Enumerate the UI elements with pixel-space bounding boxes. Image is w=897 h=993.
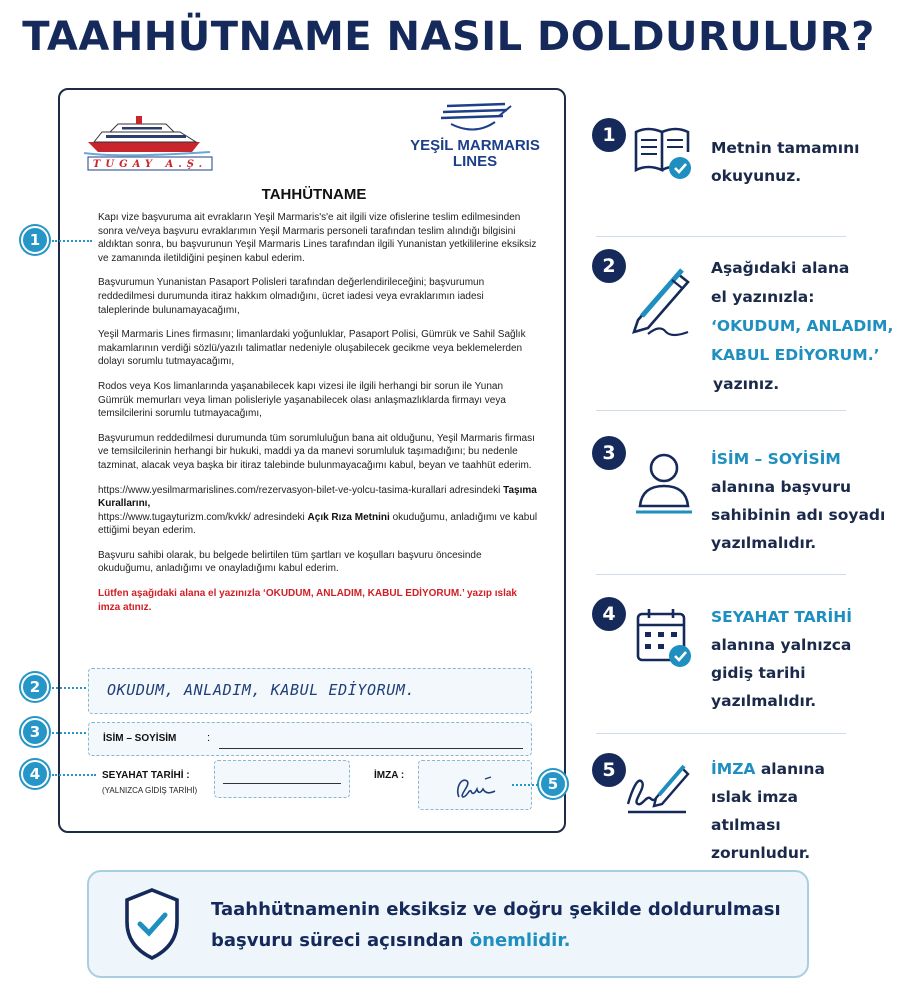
travel-date-line (223, 783, 341, 784)
step-3-line: alanına başvuru (711, 478, 852, 496)
callout-leader (52, 774, 96, 776)
step-3-line: yazılmalıdır. (711, 534, 817, 552)
name-surname-line (219, 748, 523, 749)
callout-1: 1 (21, 226, 49, 254)
importance-banner (87, 870, 809, 978)
callout-leader (52, 732, 86, 734)
travel-date-label: SEYAHAT TARİHİ : (102, 770, 190, 781)
closing-paragraph: Başvuru sahibi olarak, bu belgede belirtilen tüm şartları ve koşulları başvuru öncesinde okuduğumu, anladığımı ve onayladığımı kabul ederim. (98, 549, 482, 575)
shield-check-icon (121, 886, 183, 962)
step-3-line: sahibinin adı soyadı (711, 506, 886, 524)
warning-text: Lütfen aşağıdaki alana el yazınızla ‘OKUDUM, ANLADIM, KABUL EDİYORUM.’ yazıp ıslak imza atınız. (98, 588, 517, 613)
transport-rules-url: https://www.yesilmarmarislines.com/rezervasyon-bilet-ve-yolcu-tasima-kurallari adresindeki (98, 484, 501, 496)
step-5-line: alanına (755, 760, 825, 778)
links-paragraph: https://www.yesilmarmarislines.com/rezervasyon-bilet-ve-yolcu-tasima-kurallari adresindeki Taşıma Kurallarını, https://www.tugayturizm.com/kvkk/ adresindeki Açık Rıza Metnini okuduğumu, anladığımı ve kabul ettiğimi beyan ederim. (98, 484, 538, 537)
step-divider (596, 574, 846, 575)
step-1-text (711, 134, 859, 190)
tugay-logo-text: TUGAY A.Ş. (92, 159, 208, 170)
step-divider (596, 733, 846, 734)
banner-line: Taahhütnamenin eksiksiz ve doğru şekilde doldurulması (211, 899, 781, 920)
book-check-icon (632, 122, 694, 186)
document-paragraph: Kapı vize başvuruma ait evrakların Yeşil Marmaris's'e ait ilgili vize ofislerine teslim edilmesinden sonra ve/veya başvuru evraklarımın Yeşil Marmaris personeli tarafından teslim alındığı bilgisini aldıktan sonra, bu başvurunun Yeşil Marmaris Lines tarafından ilgili Yunanistan yetkililerine eksiksiz ve zamanında iletildiğini peşinen kabul ederim. (98, 212, 537, 264)
travel-date-sublabel: (YALNIZCA GİDİŞ TARİHİ) (102, 786, 198, 795)
signature-pen-icon (626, 760, 694, 820)
step-2-text (711, 254, 893, 399)
step-3-number: 3 (592, 436, 626, 470)
kvkk-url: https://www.tugayturizm.com/kvkk/ adresindeki (98, 511, 305, 523)
name-surname-field[interactable] (88, 722, 532, 756)
page-title: TAAHHÜTNAME NASIL DOLDURULUR? (22, 14, 875, 60)
callout-leader (52, 687, 86, 689)
callout-3: 3 (21, 718, 49, 746)
document-paragraph: Başvurumun reddedilmesi durumunda tüm sorumluluğun bana ait olduğunu, Yeşil Marmaris firması ve temsilcilerinin herhangi bir hukuki, maddi ya da manevi sorumluluk taşımadığını; bu nedenle tazminat, alacak veya başka bir itiraz talebinde bulunmayacağımı kabul, beyan ve taahhüt ederim. (98, 432, 535, 471)
step-divider (596, 236, 846, 237)
callout-2: 2 (21, 673, 49, 701)
signature-label: İMZA : (374, 770, 405, 781)
logo-right-line1: YEŞİL MARMARIS (410, 137, 540, 154)
banner-highlight: önemlidir. (469, 930, 571, 951)
transport-rules-bold: Taşıma Kurallarını (98, 484, 537, 510)
consent-text-bold: Açık Rıza Metnini (307, 511, 390, 523)
logo-right-line2: LINES (452, 153, 498, 170)
step-5-number: 5 (592, 753, 626, 787)
step-5-text (711, 755, 825, 867)
step-1-line: Metnin tamamını (711, 139, 860, 157)
name-surname-label: İSİM – SOYİSİM (103, 733, 177, 744)
callout-leader (512, 784, 538, 786)
step-4-highlight: SEYAHAT TARİHİ (711, 608, 853, 626)
step-5-line: ıslak imza (711, 788, 798, 806)
step-2-number: 2 (592, 249, 626, 283)
pen-icon (626, 262, 698, 342)
step-4-text (711, 603, 852, 715)
step-5-line: atılması (711, 816, 781, 834)
handwritten-statement: OKUDUM, ANLADIM, KABUL EDİYORUM. (107, 681, 416, 699)
step-1-line: okuyunuz. (711, 167, 802, 185)
user-icon (632, 448, 696, 520)
document-paragraph: Başvurumun Yunanistan Pasaport Polisleri tarafından değerlendirileceğini; başvurumun reddedilmesi durumunda itiraz hakkım olmadığını, ücret iadesi veya evraklarımın iadesi taleplerinde bulunamayacağımı, (98, 277, 485, 316)
step-5-highlight: İMZA (711, 760, 756, 778)
step-2-line: Aşağıdaki alana (711, 259, 850, 277)
banner-text (211, 894, 791, 956)
step-3-text (711, 445, 885, 557)
step-2-highlight: ‘OKUDUM, ANLADIM, (711, 317, 894, 335)
step-1-number: 1 (592, 118, 626, 152)
callout-4: 4 (21, 760, 49, 788)
step-4-number: 4 (592, 597, 626, 631)
tugay-logo (80, 102, 220, 172)
travel-date-field[interactable] (214, 760, 350, 798)
step-3-highlight: İSİM – SOYİSİM (711, 450, 841, 468)
name-surname-colon: : (207, 732, 211, 744)
consent-tail: okuduğumu, anladığımı ve kabul ettiğimi beyan ederim. (98, 511, 538, 537)
commitment-document (58, 88, 566, 833)
step-5-line: zorunludur. (711, 844, 811, 862)
step-2-line: el yazınızla: (711, 288, 815, 306)
step-4-line: alanına yalnızca (711, 636, 852, 654)
document-paragraph: Rodos veya Kos limanlarında yaşanabilecek kapı vizesi ile ilgili herhangi bir sorun ile Yunan Gümrük memurları veya liman polisleriyle yaşanabilecek olası anlaşmazlıklarda firmayı veya temsilcilerini sorumlu tutmayacağımı, (98, 380, 506, 420)
step-2-line: yazınız. (713, 375, 780, 393)
handwritten-statement-field[interactable] (88, 668, 532, 714)
step-4-line: gidiş tarihi (711, 664, 806, 682)
calendar-check-icon (634, 606, 696, 674)
document-body (98, 211, 538, 625)
signature-scribble-icon (419, 761, 533, 811)
banner-line: başvuru süreci açısından (211, 930, 470, 951)
callout-leader (52, 240, 92, 242)
step-4-line: yazılmalıdır. (711, 692, 817, 710)
yesil-marmaris-logo (395, 100, 555, 180)
step-divider (596, 410, 846, 411)
document-heading: TAHHÜTNAME (261, 186, 367, 203)
callout-5: 5 (539, 770, 567, 798)
step-2-highlight: KABUL EDİYORUM.’ (711, 346, 880, 364)
document-paragraph: Yeşil Marmaris Lines firmasını; limanlardaki yoğunluklar, Pasaport Polisi, Gümrük ve Sahil Sağlık makamlarının verdiği sözlü/yazılı talimatlar nedeniyle oluşabilecek gecikme veya beklemelerden dolayı sorumlu tutmayacağımı, (98, 329, 526, 368)
